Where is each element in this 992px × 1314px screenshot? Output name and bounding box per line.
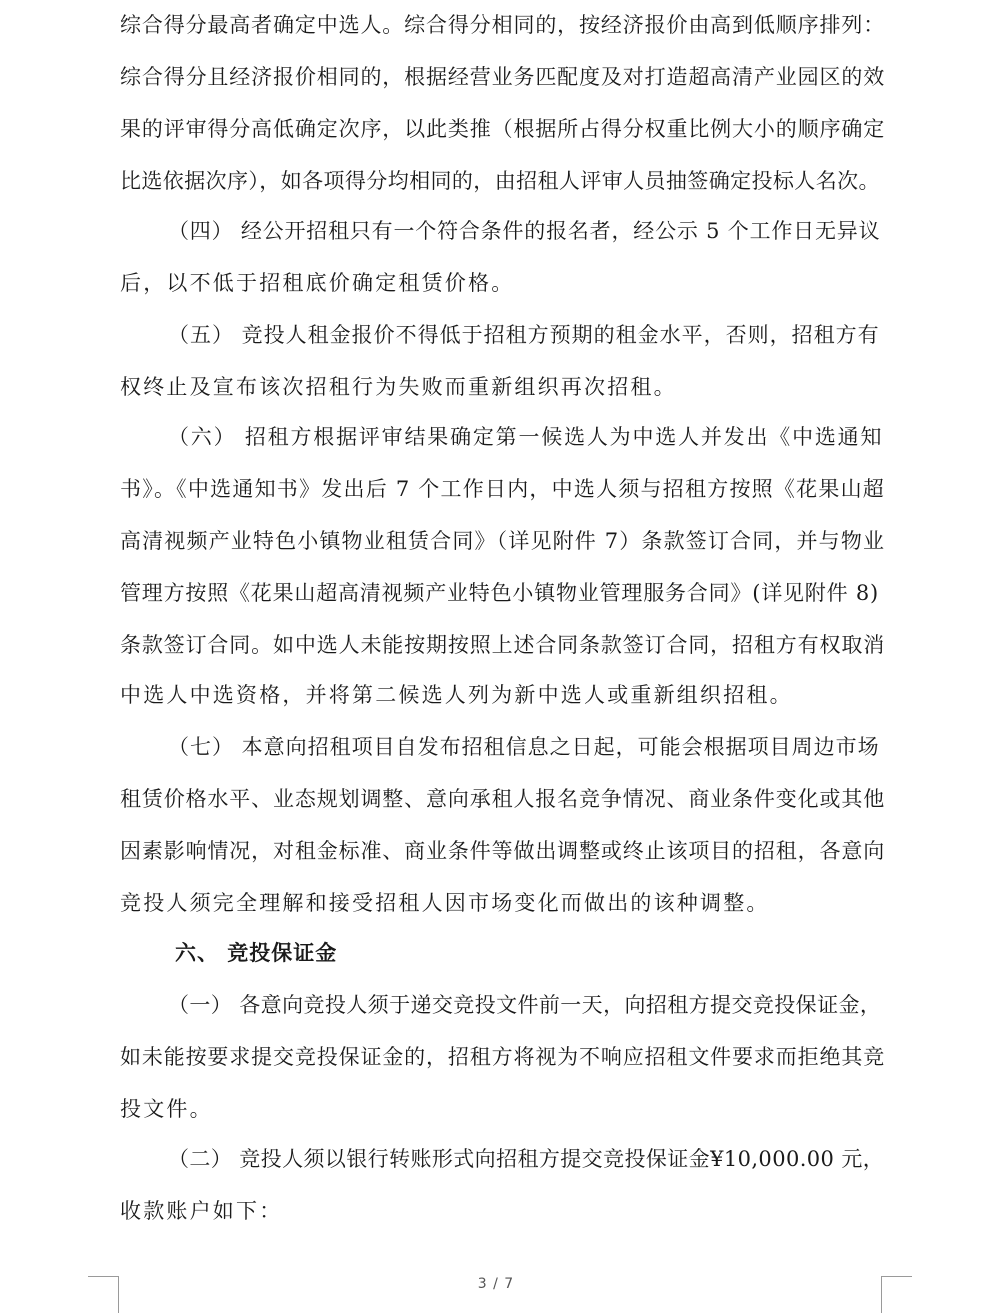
paragraph-line: 投文件。 (120, 1097, 213, 1121)
paragraph-line: 收款账户如下： (120, 1199, 283, 1223)
paragraph-line: 如未能按要求提交竞投保证金的，招租方将视为不响应招租文件要求而拒绝其竞 (120, 1045, 885, 1069)
clause-4-line: （四） 经公开招租只有一个符合条件的报名者，经公示 5 个工作日无异议 (168, 219, 881, 243)
paragraph-line: 管理方按照《花果山超高清视频产业特色小镇物业管理服务合同》(详见附件 8) (120, 581, 880, 605)
paragraph-line: 后，以不低于招租底价确定租赁价格。 (120, 271, 515, 295)
clause-5-line: （五） 竞投人租金报价不得低于招租方预期的租金水平，否则，招租方有 (168, 323, 880, 347)
paragraph-line: 竞投人须完全理解和接受招租人因市场变化而做出的该种调整。 (120, 891, 770, 915)
page-corner-mark-left (88, 1276, 119, 1313)
paragraph-line: 综合得分且经济报价相同的，根据经营业务匹配度及对打造超高清产业园区的效 (120, 65, 885, 89)
paragraph-line: 书》。《中选通知书》发出后 7 个工作日内，中选人须与招租方按照《花果山超 (120, 477, 885, 501)
page-corner-mark-right (881, 1276, 912, 1313)
clause-6-line: （六） 招租方根据评审结果确定第一候选人为中选人并发出《中选通知 (168, 425, 884, 449)
paragraph-line: 果的评审得分高低确定次序，以此类推（根据所占得分权重比例大小的顺序确定 (120, 117, 885, 141)
clause-1-line: （一） 各意向竞投人须于递交竞投文件前一天，向招租方提交竞投保证金， (168, 993, 882, 1017)
paragraph-line: 高清视频产业特色小镇物业租赁合同》（详见附件 7）条款签订合同，并与物业 (120, 529, 885, 553)
section-heading: 六、 竞投保证金 (175, 941, 338, 965)
paragraph-line: 中选人中选资格，并将第二候选人列为新中选人或重新组织招租。 (120, 683, 793, 707)
clause-2-line: （二） 竞投人须以银行转账形式向招租方提交竞投保证金¥10,000.00 元， (168, 1147, 885, 1171)
paragraph-line: 综合得分最高者确定中选人。综合得分相同的，按经济报价由高到低顺序排列： (120, 13, 885, 37)
paragraph-line: 权终止及宣布该次招租行为失败而重新组织再次招租。 (120, 375, 677, 399)
paragraph-line: 条款签订合同。如中选人未能按期按照上述合同条款签订合同，招租方有权取消 (120, 633, 885, 657)
paragraph-line: 比选依据次序），如各项得分均相同的，由招租人评审人员抽签确定投标人名次。 (120, 169, 880, 193)
paragraph-line: 租赁价格水平、业态规划调整、意向承租人报名竞争情况、商业条件变化或其他 (120, 787, 885, 811)
page-number: 3 / 7 (477, 1276, 515, 1292)
clause-7-line: （七） 本意向招租项目自发布招租信息之日起，可能会根据项目周边市场 (168, 735, 880, 759)
paragraph-line: 因素影响情况，对租金标准、商业条件等做出调整或终止该项目的招租，各意向 (120, 839, 885, 863)
